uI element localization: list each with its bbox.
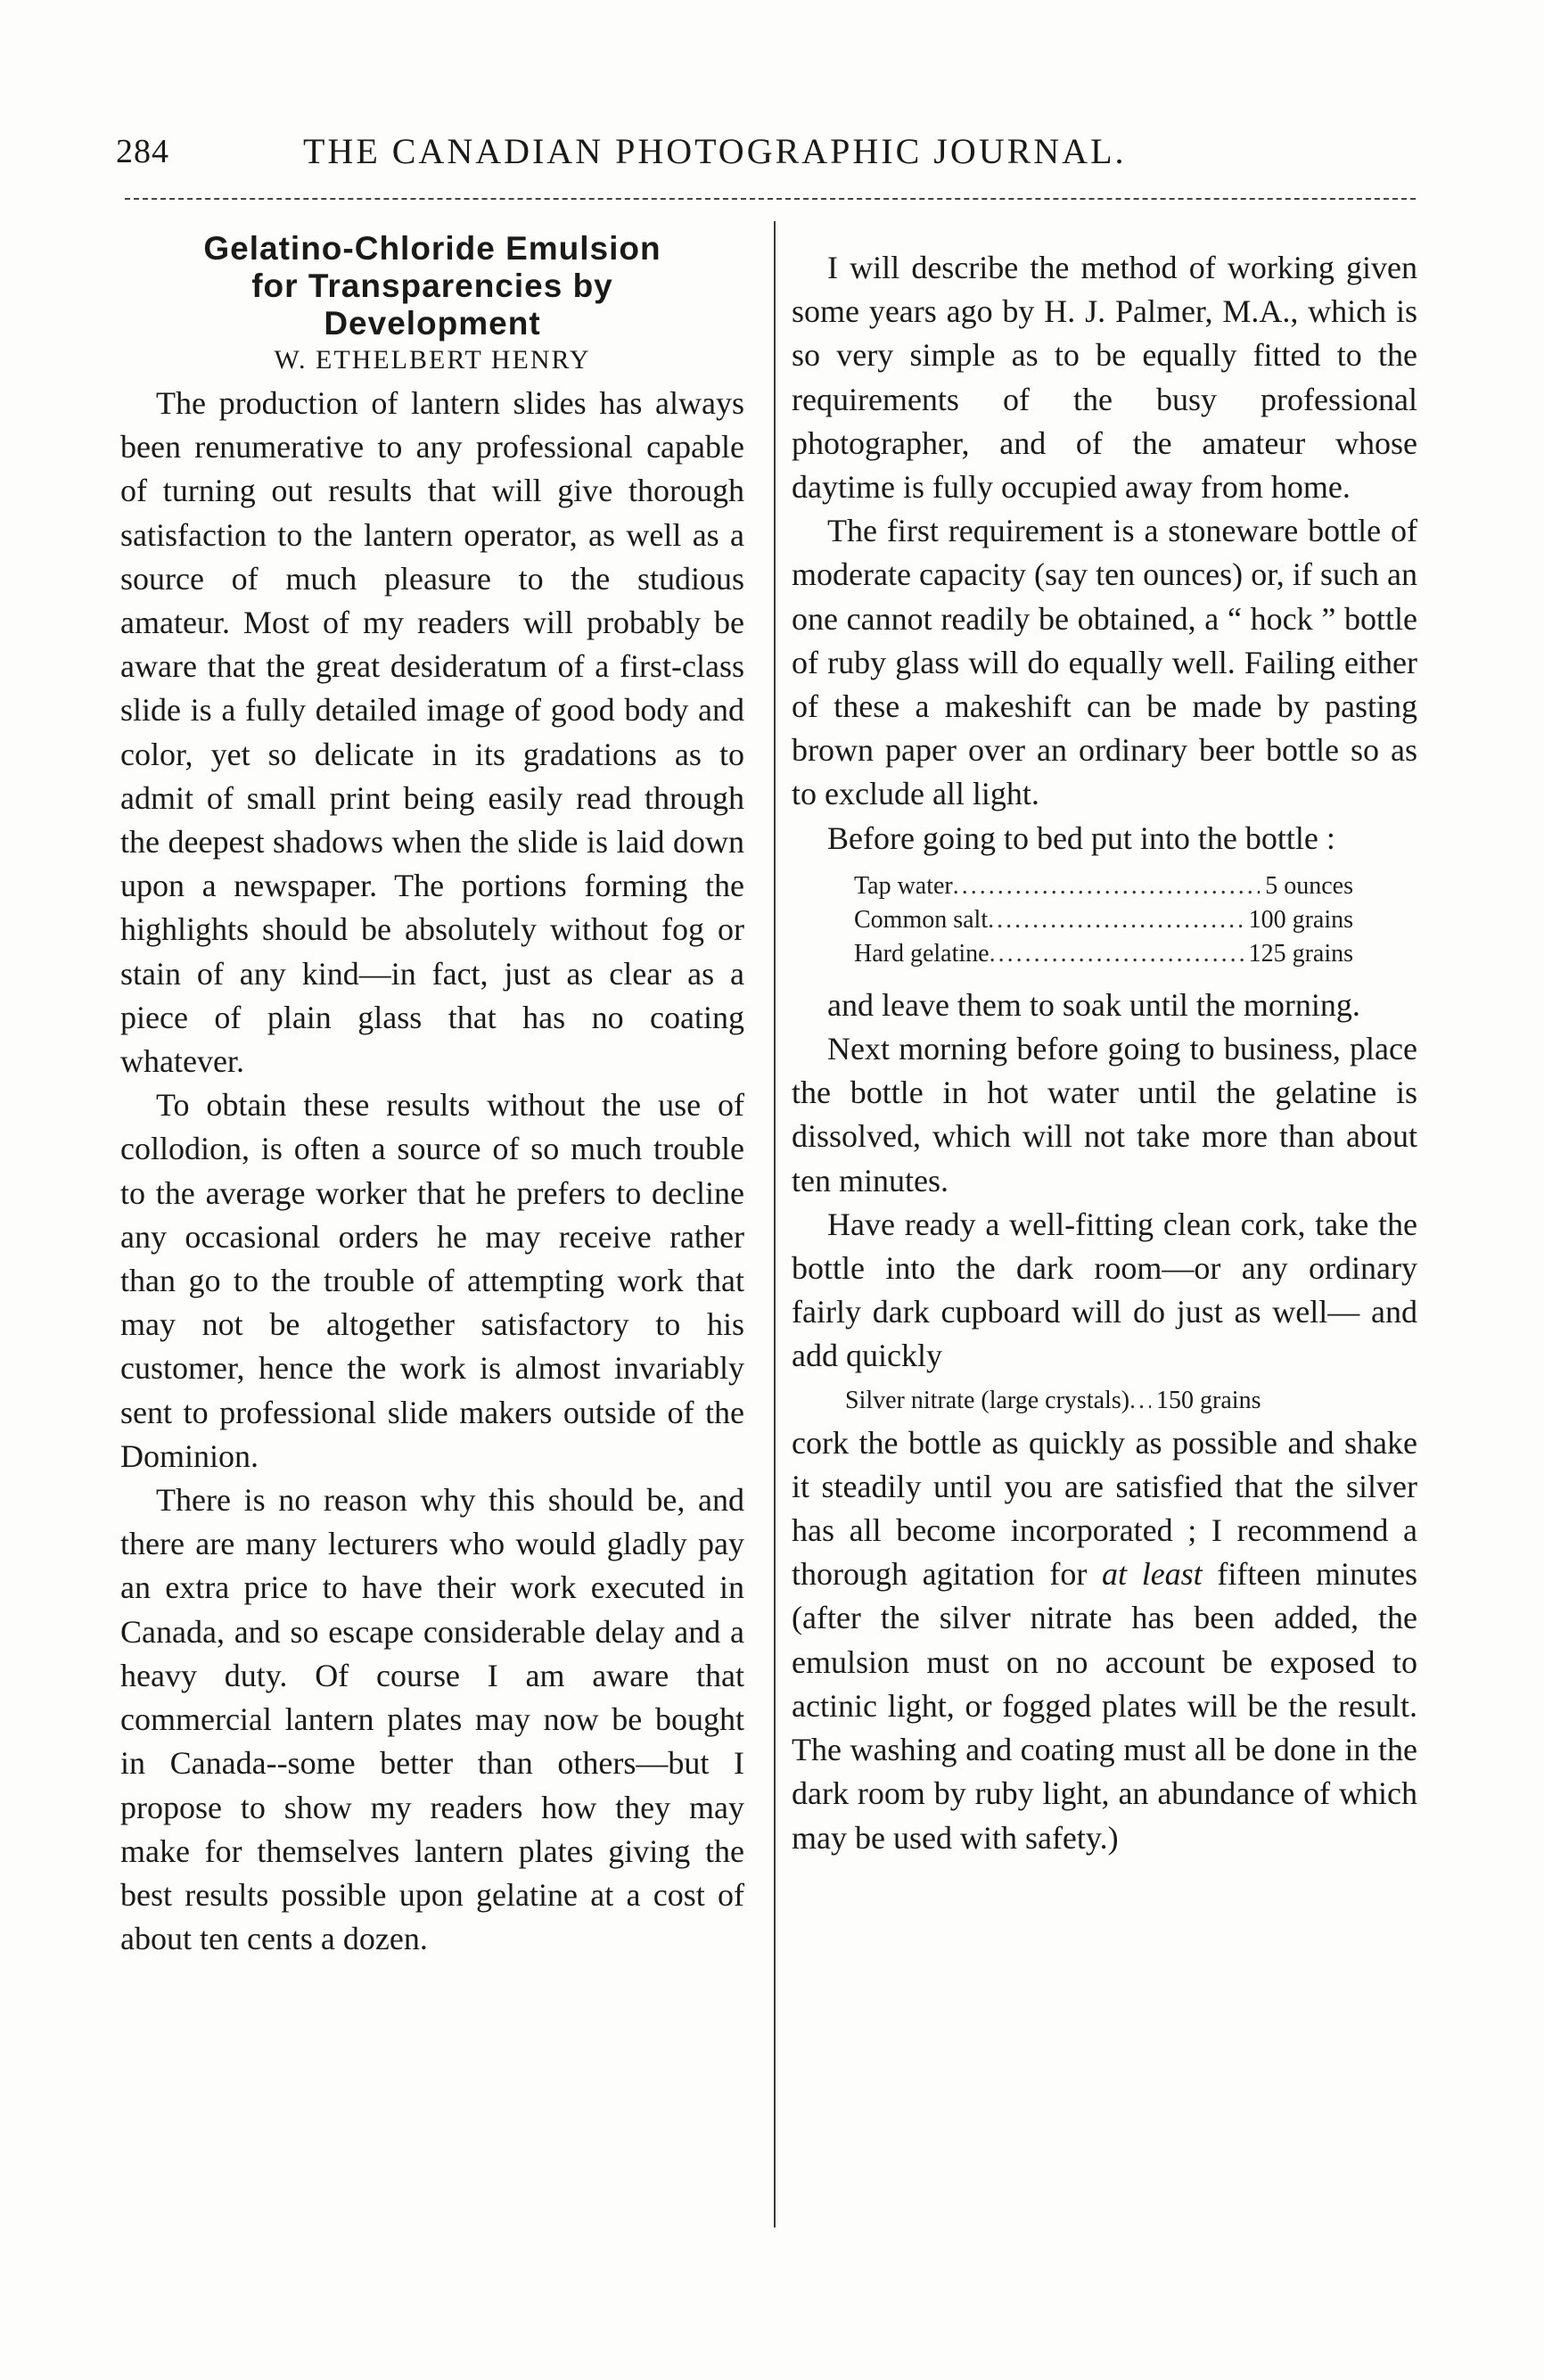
byline: W. ETHELBERT HENRY — [274, 345, 591, 375]
leader-dots — [988, 903, 1243, 937]
article-title — [120, 230, 744, 342]
paragraph-text: cork the bottle as quickly as possible and shake it steadily until you are satisfied that the silver has all become incorporated ; I recommend a thorough agitation for — [792, 1424, 1417, 1593]
recipe-quantity: 100 grains — [1248, 905, 1353, 934]
article-title-line: for Transparencies by — [251, 268, 613, 304]
paragraph: I will describe the method of working given some years ago by H. J. Palmer, M.A., which is so very simple as to be equally fitted to the requirements of the busy professional photographer, and of the amateur whose daytime is fully occupied away from home. — [792, 250, 1417, 506]
recipe-row — [854, 937, 1353, 971]
header-rule — [125, 198, 1416, 200]
column-divider — [774, 221, 776, 2228]
page-number: 284 — [116, 133, 169, 170]
recipe-quantity: 5 ounces — [1265, 871, 1353, 900]
paragraph: The first requirement is a stoneware bottle of moderate capacity (say ten ounces) or, if such an one cannot readily be obtained, a “ hock ” bottle of ruby glass will do equally well. Failing either of these a makeshift can be made by pasting brown paper over an ordinary beer bottle so as to exclude all light. — [792, 513, 1417, 812]
recipe-quantity: 125 grains — [1248, 939, 1353, 968]
paragraph-text: fifteen minutes (after the silver nitrate has been added, the emulsion must on no account be exposed to actinic light, or fogged plates will be the result. The washing and coating must all be done in the dark room by ruby light, an abundance of which may be used with safety.) — [792, 1556, 1417, 1856]
leader-dots — [1129, 1384, 1151, 1418]
paragraph: Have ready a well-fitting clean cork, take the bottle into the dark room—or any ordinary fairly dark cupboard will do just as well— and add quickly — [792, 1206, 1417, 1374]
journal-title: THE CANADIAN PHOTOGRAPHIC JOURNAL. — [303, 131, 1127, 171]
recipe-ingredient: Common salt — [854, 905, 989, 934]
leader-dots — [990, 937, 1244, 971]
recipe-row — [845, 1384, 1344, 1418]
article-title-line: Development — [324, 305, 541, 342]
left-column — [120, 218, 744, 1961]
right-column — [792, 246, 1417, 1860]
paragraph: Next morning before going to business, place the bottle in hot water until the gelatine is dissolved, which will not take more than about ten minutes. — [792, 1031, 1417, 1198]
leader-dots — [953, 869, 1260, 903]
paragraph: There is no reason why this should be, and there are many lecturers who would gladly pay an extra price to have their work executed in Canada, and so escape considerable delay and a heavy duty. Of course I am aware that commercial lantern plates may now be bought in Canada--some better than others—but I propose to show my readers how they may make for themselves lantern plates giving the best results possible upon gelatine at a cost of about ten cents a dozen. — [120, 1482, 744, 1957]
paragraph: To obtain these results without the use of collodion, is often a source of so much trouble to the average worker that he prefers to decline any occasional orders he may receive rather than go to the trouble of attempting work that may not be altogether satisfactory to his customer, hence the work is almost invariably sent to professional slide makers outside of the Dominion. — [120, 1087, 744, 1474]
paragraph — [792, 1421, 1417, 1860]
emphasis-text: at least — [1102, 1556, 1203, 1593]
recipe-table — [792, 869, 1417, 971]
recipe-ingredient: Silver nitrate (large crystals) — [845, 1386, 1130, 1414]
paragraph: Before going to bed put into the bottle : — [827, 819, 1335, 856]
recipe-row — [854, 903, 1353, 937]
recipe-row — [854, 869, 1353, 903]
recipe-table — [792, 1384, 1417, 1418]
recipe-quantity: 150 grains — [1156, 1386, 1261, 1414]
paragraph: and leave them to soak until the morning. — [827, 986, 1360, 1023]
running-head — [116, 132, 1417, 185]
paragraph: The production of lantern slides has always been renumerative to any professional capable of turning out results that will give thorough satisfaction to the lantern operator, as well as a source of much pleasure to the studious amateur. Most of my readers will probably be aware that the great desideratum of a first-class slide is a fully detailed image of good body and color, yet so delicate in its gradations as to admit of small print being easily read through the deepest shadows when the slide is laid down upon a newspaper. The portions forming the highlights should be absolutely without fog or stain of any kind—in fact, just as clear as a piece of plain glass that has no coating whatever. — [120, 385, 744, 1080]
recipe-ingredient: Hard gelatine — [854, 939, 990, 968]
article-title-line: Gelatino-Chloride Emulsion — [203, 230, 661, 267]
recipe-ingredient: Tap water — [854, 871, 953, 900]
